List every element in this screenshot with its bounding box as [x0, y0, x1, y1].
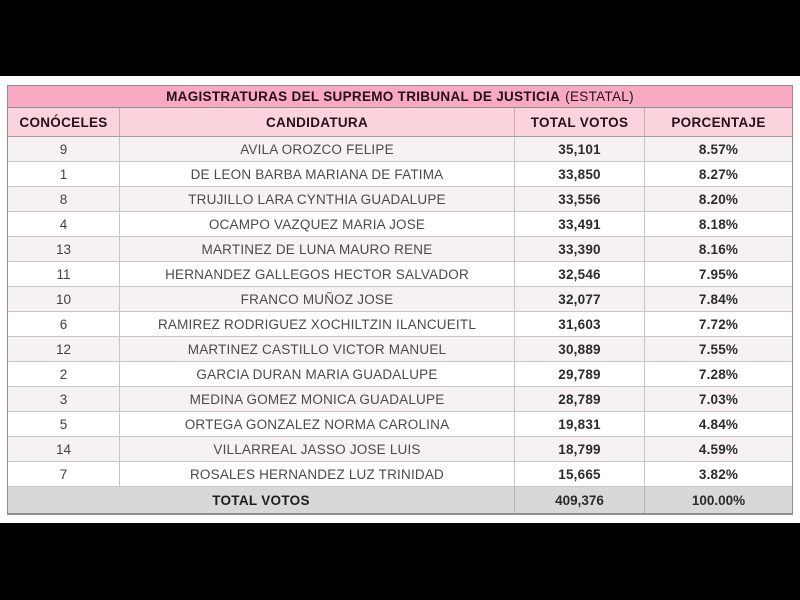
table-row: [8, 462, 792, 487]
conoceles-cell: 5: [8, 412, 120, 436]
letterbox-bottom: [0, 523, 800, 600]
total-votes-value: 409,376: [515, 487, 645, 513]
porcentaje-cell: 3.82%: [698, 466, 739, 482]
total-votos-cell: 33,491: [515, 212, 645, 236]
table-row: [8, 137, 792, 162]
table-row: [8, 337, 792, 362]
candidatura-cell: TRUJILLO LARA CYNTHIA GUADALUPE: [120, 187, 515, 211]
table-row: [8, 237, 792, 262]
porcentaje-cell: 4.84%: [698, 416, 739, 432]
total-votos-cell: 29,789: [515, 362, 645, 386]
conoceles-cell: 14: [8, 437, 120, 461]
porcentaje-cell: 4.59%: [698, 441, 739, 457]
table-row: [8, 187, 792, 212]
conoceles-cell: 1: [8, 162, 120, 186]
table-title-main: MAGISTRATURAS DEL SUPREMO TRIBUNAL DE JUSTICIA: [166, 89, 561, 104]
candidatura-cell: AVILA OROZCO FELIPE: [120, 137, 515, 161]
porcentaje-cell: 7.03%: [698, 391, 739, 407]
column-header-porcentaje: PORCENTAJE: [671, 114, 766, 130]
total-votos-cell: 35,101: [515, 137, 645, 161]
letterbox-top: [0, 0, 800, 76]
porcentaje-cell: 8.18%: [698, 216, 739, 232]
total-votos-cell: 32,077: [515, 287, 645, 311]
column-header-candidatura: CANDIDATURA: [120, 108, 515, 136]
table-row: [8, 312, 792, 337]
table-title-suffix: (ESTATAL): [565, 89, 634, 104]
porcentaje-cell: 7.95%: [698, 266, 739, 282]
candidatura-cell: ROSALES HERNANDEZ LUZ TRINIDAD: [120, 462, 515, 486]
table-row: [8, 212, 792, 237]
column-header-conoceles: CONÓCELES: [8, 108, 120, 136]
total-votos-cell: 30,889: [515, 337, 645, 361]
total-votos-cell: 28,789: [515, 387, 645, 411]
table-body: [8, 137, 792, 487]
table-row: [8, 287, 792, 312]
total-votos-cell: 33,850: [515, 162, 645, 186]
conoceles-cell: 6: [8, 312, 120, 336]
table-row: [8, 362, 792, 387]
column-header-total-votos: TOTAL VOTOS: [515, 108, 645, 136]
total-label: TOTAL VOTOS: [8, 487, 515, 513]
table-row: [8, 162, 792, 187]
candidatura-cell: OCAMPO VAZQUEZ MARIA JOSE: [120, 212, 515, 236]
total-votos-cell: 32,546: [515, 262, 645, 286]
porcentaje-cell: 8.57%: [698, 141, 739, 157]
total-votos-cell: 18,799: [515, 437, 645, 461]
conoceles-cell: 13: [8, 237, 120, 261]
porcentaje-cell: 7.72%: [698, 316, 739, 332]
table-row: [8, 262, 792, 287]
total-row: [8, 487, 792, 513]
candidatura-cell: MARTINEZ DE LUNA MAURO RENE: [120, 237, 515, 261]
porcentaje-cell: 8.27%: [698, 166, 739, 182]
conoceles-cell: 12: [8, 337, 120, 361]
candidatura-cell: DE LEON BARBA MARIANA DE FATIMA: [120, 162, 515, 186]
total-votos-cell: 33,390: [515, 237, 645, 261]
total-percentage-value: 100.00%: [691, 492, 746, 508]
porcentaje-cell: 8.20%: [698, 191, 739, 207]
porcentaje-cell: 7.84%: [698, 291, 739, 307]
total-votos-cell: 31,603: [515, 312, 645, 336]
candidatura-cell: FRANCO MUÑOZ JOSE: [120, 287, 515, 311]
candidatura-cell: HERNANDEZ GALLEGOS HECTOR SALVADOR: [120, 262, 515, 286]
results-table: [7, 85, 793, 515]
candidatura-cell: GARCIA DURAN MARIA GUADALUPE: [120, 362, 515, 386]
total-votos-cell: 33,556: [515, 187, 645, 211]
conoceles-cell: 11: [8, 262, 120, 286]
conoceles-cell: 4: [8, 212, 120, 236]
table-title: [8, 86, 792, 108]
conoceles-cell: 7: [8, 462, 120, 486]
candidatura-cell: MEDINA GOMEZ MONICA GUADALUPE: [120, 387, 515, 411]
candidatura-cell: MARTINEZ CASTILLO VICTOR MANUEL: [120, 337, 515, 361]
candidatura-cell: RAMIREZ RODRIGUEZ XOCHILTZIN ILANCUEITL: [120, 312, 515, 336]
table-header-row: [8, 108, 792, 137]
table-row: [8, 437, 792, 462]
total-votos-cell: 15,665: [515, 462, 645, 486]
porcentaje-cell: 7.55%: [698, 341, 739, 357]
table-row: [8, 387, 792, 412]
candidatura-cell: VILLARREAL JASSO JOSE LUIS: [120, 437, 515, 461]
conoceles-cell: 2: [8, 362, 120, 386]
total-votos-cell: 19,831: [515, 412, 645, 436]
candidatura-cell: ORTEGA GONZALEZ NORMA CAROLINA: [120, 412, 515, 436]
conoceles-cell: 10: [8, 287, 120, 311]
porcentaje-cell: 8.16%: [698, 241, 739, 257]
table-row: [8, 412, 792, 437]
porcentaje-cell: 7.28%: [698, 366, 739, 382]
conoceles-cell: 8: [8, 187, 120, 211]
conoceles-cell: 9: [8, 137, 120, 161]
conoceles-cell: 3: [8, 387, 120, 411]
